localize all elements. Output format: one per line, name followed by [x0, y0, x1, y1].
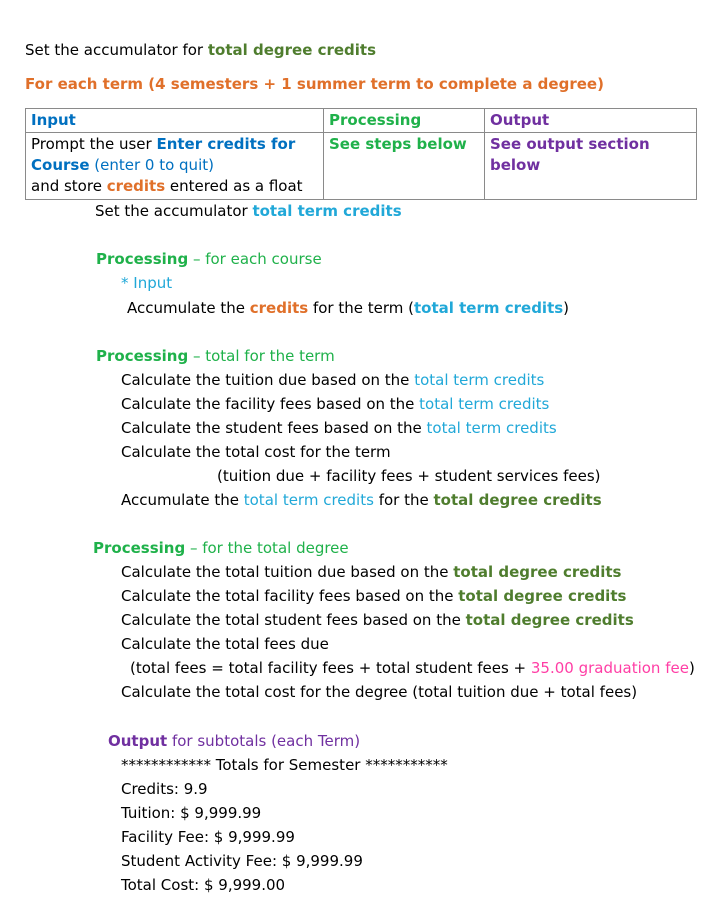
degree-fees-formula-prefix: (total fees = total facility fees + total student fees +: [130, 659, 531, 677]
degree-processing-heading: [93, 538, 349, 558]
term-accumulate-prefix: Accumulate the: [121, 491, 244, 509]
input-prompt-text-2: Course: [31, 156, 90, 174]
degree-total-cost-step: Calculate the total cost for the degree (total tuition due + total fees): [121, 683, 638, 701]
term-total-cost-step: Calculate the total cost for the term: [121, 443, 391, 461]
term-total-cost-formula: (tuition due + facility fees + student services fees): [217, 467, 601, 485]
course-accumulate-mid: for the term (: [308, 299, 414, 317]
input-credits-var: credits: [106, 177, 166, 195]
degree-student-var: total degree credits: [465, 611, 634, 629]
output-heading: [108, 731, 360, 751]
term-tuition-var: total term credits: [414, 371, 545, 389]
degree-fees-formula: [130, 658, 695, 678]
term-accumulate-step: [121, 490, 602, 510]
output-student-fee: Student Activity Fee: $ 9,999.99: [121, 852, 363, 870]
course-credits-var: credits: [249, 299, 309, 317]
input-quit-hint: (enter 0 to quit): [89, 156, 214, 174]
ipo-header-input: Input: [26, 109, 324, 133]
input-store-suffix: entered as a float: [165, 177, 303, 195]
degree-facility-var: total degree credits: [458, 587, 627, 605]
course-accumulate-prefix: Accumulate the: [127, 299, 250, 317]
term-facility-step: [121, 394, 549, 414]
term-accumulate-mid: for the: [373, 491, 434, 509]
term-facility-var: total term credits: [419, 395, 550, 413]
course-term-credits-var: total term credits: [414, 299, 564, 317]
output-credits: Credits: 9.9: [121, 780, 208, 798]
degree-tuition-prefix: Calculate the total tuition due based on the: [121, 563, 454, 581]
course-processing-heading: [96, 249, 322, 269]
output-heading-label: Output: [108, 732, 168, 750]
course-accumulate-step: [127, 298, 569, 318]
ipo-processing-cell: See steps below: [324, 133, 485, 200]
ipo-table: [25, 108, 697, 200]
output-facility-fee: Facility Fee: $ 9,999.99: [121, 828, 295, 846]
term-processing-suffix: – total for the term: [188, 347, 335, 365]
intro-total-degree-credits: total degree credits: [207, 41, 377, 59]
term-degree-credits-var: total degree credits: [433, 491, 602, 509]
ipo-header-output: Output: [485, 109, 697, 133]
degree-fees-formula-suffix: ): [688, 659, 695, 677]
term-tuition-prefix: Calculate the tuition due based on the: [121, 371, 415, 389]
degree-fees-due-step: Calculate the total fees due: [121, 635, 329, 653]
intro-set-prefix: Set the accumulator for: [25, 41, 208, 59]
ipo-header-row: [26, 109, 697, 133]
degree-student-step: [121, 610, 634, 630]
term-accumulator-var: total term credits: [252, 202, 402, 220]
term-student-step: [121, 418, 557, 438]
term-processing-label: Processing: [96, 347, 189, 365]
degree-tuition-step: [121, 562, 621, 582]
ipo-output-cell: See output section below: [485, 133, 697, 200]
term-facility-prefix: Calculate the facility fees based on the: [121, 395, 420, 413]
output-heading-suffix: for subtotals (each Term): [167, 732, 361, 750]
input-store-prefix: and store: [31, 177, 107, 195]
term-processing-heading: [96, 346, 335, 366]
course-processing-label: Processing: [96, 250, 189, 268]
graduation-fee-highlight: 35.00 graduation fee: [530, 659, 689, 677]
course-accumulate-suffix: ): [563, 299, 570, 317]
degree-facility-step: [121, 586, 626, 606]
output-banner: ************ Totals for Semester ***********: [121, 756, 448, 774]
course-processing-suffix: – for each course: [188, 250, 322, 268]
degree-student-prefix: Calculate the total student fees based on the: [121, 611, 466, 629]
degree-processing-suffix: – for the total degree: [185, 539, 349, 557]
degree-processing-label: Processing: [93, 539, 186, 557]
term-accumulator-line: [95, 201, 402, 221]
term-student-prefix: Calculate the student fees based on the: [121, 419, 427, 437]
term-tuition-step: [121, 370, 544, 390]
for-each-term-heading: For each term (4 semesters + 1 summer term to complete a degree): [25, 75, 604, 93]
course-input-step: * Input: [121, 274, 173, 292]
degree-tuition-var: total degree credits: [453, 563, 622, 581]
term-accumulator-prefix: Set the accumulator: [95, 202, 253, 220]
intro-accumulator-line: [25, 40, 376, 60]
output-tuition: Tuition: $ 9,999.99: [121, 804, 262, 822]
ipo-input-cell: [26, 133, 324, 200]
output-total-cost: Total Cost: $ 9,999.00: [121, 876, 286, 894]
input-prompt-prefix: Prompt the user: [31, 135, 157, 153]
ipo-header-processing: Processing: [324, 109, 485, 133]
term-student-var: total term credits: [426, 419, 557, 437]
degree-facility-prefix: Calculate the total facility fees based on the: [121, 587, 459, 605]
ipo-body-row: [26, 133, 697, 200]
term-accumulate-var: total term credits: [243, 491, 374, 509]
input-prompt-text: Enter credits for: [156, 135, 296, 153]
